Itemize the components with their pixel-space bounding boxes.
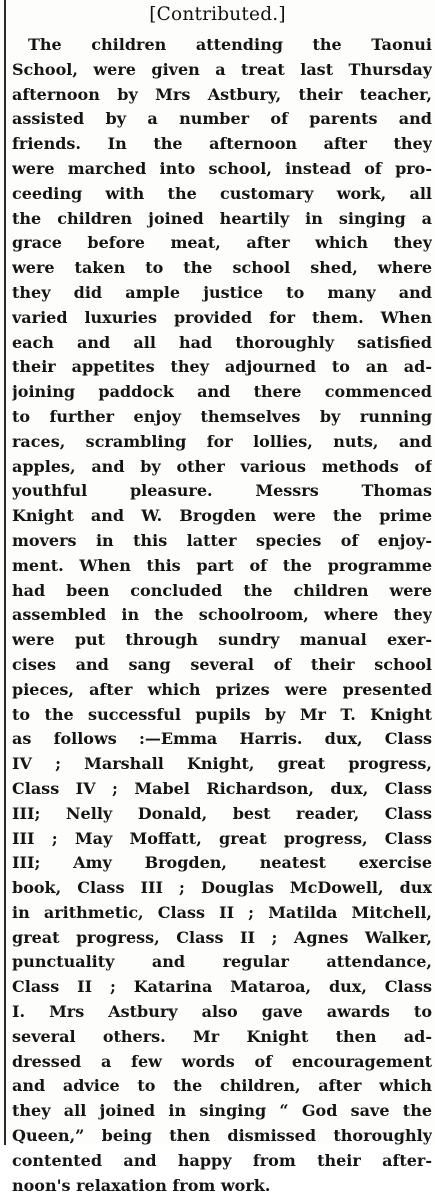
article-line: as follows :—Emma Harris. dux, Class — [12, 729, 432, 749]
article-line: ment. When this part of the programme — [12, 555, 432, 575]
article-line: to the successful pupils by Mr T. Knight — [12, 704, 432, 724]
article-line: they did ample justice to many and — [12, 282, 432, 302]
article-line: and advice to the children, after which — [12, 1076, 432, 1096]
article-line: punctuality and regular attendance, — [12, 952, 432, 972]
article-line: were put through sundry manual exer- — [12, 630, 432, 650]
article-line: contented and happy from their after- — [12, 1150, 432, 1170]
article-line: their appetites they adjourned to an ad- — [12, 357, 432, 377]
article-line: joining paddock and there commenced — [12, 382, 432, 402]
article-line: ceeding with the customary work, all — [12, 183, 432, 203]
article-line: Class IV ; Mabel Richardson, dux, Class — [12, 778, 432, 798]
article-line: friends. In the afternoon after they — [12, 134, 432, 154]
article-line: III; Amy Brogden, neatest exercise — [12, 853, 432, 873]
article-line: to further enjoy themselves by running — [12, 406, 432, 426]
article-line: Queen,” being then dismissed thoroughly — [12, 1126, 432, 1146]
article-line: IV ; Marshall Knight, great progress, — [12, 754, 432, 774]
article-line: Class II ; Katarina Mataroa, dux, Class — [12, 977, 432, 997]
article-line: noon's relaxation from work. — [12, 1175, 271, 1195]
article-line: youthful pleasure. Messrs Thomas — [12, 481, 432, 501]
article-body — [12, 33, 432, 1198]
article-line: were marched into school, instead of pro- — [12, 158, 432, 178]
article-line: grace before meat, after which they — [12, 233, 432, 253]
article-line: varied luxuries provided for them. When — [12, 307, 432, 327]
column-rule — [4, 0, 6, 1145]
article-heading: [Contributed.] — [149, 4, 286, 25]
article-line: great progress, Class II ; Agnes Walker, — [12, 927, 432, 947]
article-line: had been concluded the children were — [12, 580, 432, 600]
article-line: the children joined heartily in singing a — [12, 208, 432, 228]
article-line: dressed a few words of encouragement — [12, 1051, 432, 1071]
article-line: assisted by a number of parents and — [12, 109, 432, 129]
article-line: in arithmetic, Class II ; Matilda Mitchell, — [12, 902, 432, 922]
article-line: movers in this latter species of enjoy- — [12, 530, 432, 550]
article-line: Knight and W. Brogden were the prime — [12, 506, 432, 526]
article-line: apples, and by other various methods of — [12, 456, 432, 476]
article-line: races, scrambling for lollies, nuts, and — [12, 431, 432, 451]
article-line: The children attending the Taonui — [28, 35, 432, 54]
article-line: assembled in the schoolroom, where they — [12, 605, 432, 625]
article-line: several others. Mr Knight then ad- — [12, 1026, 432, 1046]
article-line: III ; May Moffatt, great progress, Class — [12, 828, 432, 848]
article-line: III; Nelly Donald, best reader, Class — [12, 803, 432, 823]
article-line: they all joined in singing “ God save the — [12, 1101, 432, 1121]
article-line: cises and sang several of their school — [12, 654, 432, 674]
article-line: School, were given a treat last Thursday — [12, 59, 432, 79]
article-line: book, Class III ; Douglas McDowell, dux — [12, 878, 432, 898]
article-line: afternoon by Mrs Astbury, their teacher, — [12, 84, 432, 104]
article-line: each and all had thoroughly satisfied — [12, 332, 432, 352]
article-line: were taken to the school shed, where — [12, 258, 432, 278]
article-line: pieces, after which prizes were presented — [12, 679, 432, 699]
article-line: I. Mrs Astbury also gave awards to — [12, 1002, 432, 1022]
